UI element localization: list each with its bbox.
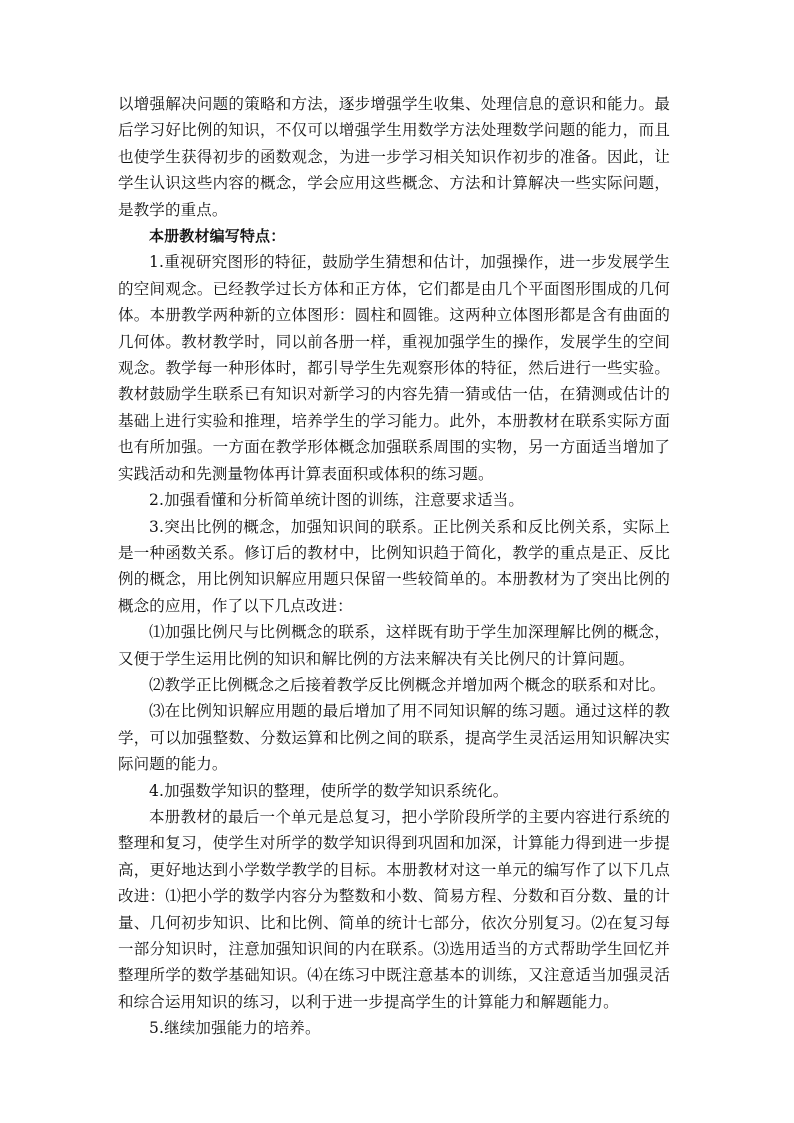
paragraph-point-2: 2.加强看懂和分析简单统计图的训练，注意要求适当。: [149, 491, 525, 510]
paragraph-intro: 以增强解决问题的策略和方法，逐步增强学生收集、处理信息的意识和能力。最后学习好比例的知识，不仅可以增强学生用数学方法处理数学问题的能力，而且也使学生获得初步的函数观念，为进一步学习相关知识作初步的准备。因此，让学生认识这些内容的概念，学会应用这些概念、方法和计算解决一些实际问题，是教学的重点。: [118, 95, 670, 219]
document-page: [118, 91, 670, 1042]
paragraph-subpoint-2: ⑵教学正比例概念之后接着教学反比例概念并增加两个概念的联系和对比。: [149, 675, 666, 694]
section-heading: 本册教材编写特点：: [149, 227, 286, 246]
paragraph-review-unit: 本册教材的最后一个单元是总复习，把小学阶段所学的主要内容进行系统的整理和复习，使学生对所学的数学知识得到巩固和加深，计算能力得到进一步提高，更好地达到小学数学教学的目标。本册教材对这一单元的编写作了以下几点改进：⑴把小学的数学内容分为整数和小数、简易方程、分数和百分数、量的计量、几何初步知识、比和比例、简单的统计七部分，依次分别复习。⑵在复习每一部分知识时，注意加强知识间的内在联系。⑶选用适当的方式帮助学生回忆并整理所学的数学基础知识。⑷在练习中既注意基本的训练，又注意适当加强灵活和综合运用知识的练习，以利于进一步提高学生的计算能力和解题能力。: [118, 807, 670, 1011]
paragraph-point-5: 5.继续加强能力的培养。: [149, 1019, 321, 1038]
paragraph-point-4: 4.加强数学知识的整理，使所学的数学知识系统化。: [149, 781, 509, 800]
paragraph-point-1: 1.重视研究图形的特征，鼓励学生猜想和估计，加强操作，进一步发展学生的空间观念。已经教学过长方体和正方体，它们都是由几个平面图形围成的几何体。本册教学两种新的立体图形：圆柱和圆锥。这两种立体图形都是含有曲面的几何体。教材教学时，同以前各册一样，重视加强学生的操作，发展学生的空间观念。教学每一种形体时，都引导学生先观察形体的特征，然后进行一些实验。教材鼓励学生联系已有知识对新学习的内容先猜一猜或估一估，在猜测或估计的基础上进行实验和推理，培养学生的学习能力。此外，本册教材在联系实际方面也有所加强。一方面在教学形体概念加强联系周围的实物，另一方面适当增加了实践活动和先测量物体再计算表面积或体积的练习题。: [118, 253, 670, 483]
paragraph-point-3: 3.突出比例的概念，加强知识间的联系。正比例关系和反比例关系，实际上是一种函数关系。修订后的教材中，比例知识趋于简化，教学的重点是正、反比例的概念，用比例知识解应用题只保留一些较简单的。本册教材为了突出比例的概念的应用，作了以下几点改进：: [118, 517, 670, 615]
paragraph-subpoint-1: ⑴加强比例尺与比例概念的联系，这样既有助于学生加深理解比例的概念，又便于学生运用比例的知识和解比例的方法来解决有关比例尺的计算问题。: [118, 623, 670, 668]
paragraph-subpoint-3: ⑶在比例知识解应用题的最后增加了用不同知识解的练习题。通过这样的教学，可以加强整数、分数运算和比例之间的联系，提高学生灵活运用知识解决实际问题的能力。: [118, 702, 670, 774]
